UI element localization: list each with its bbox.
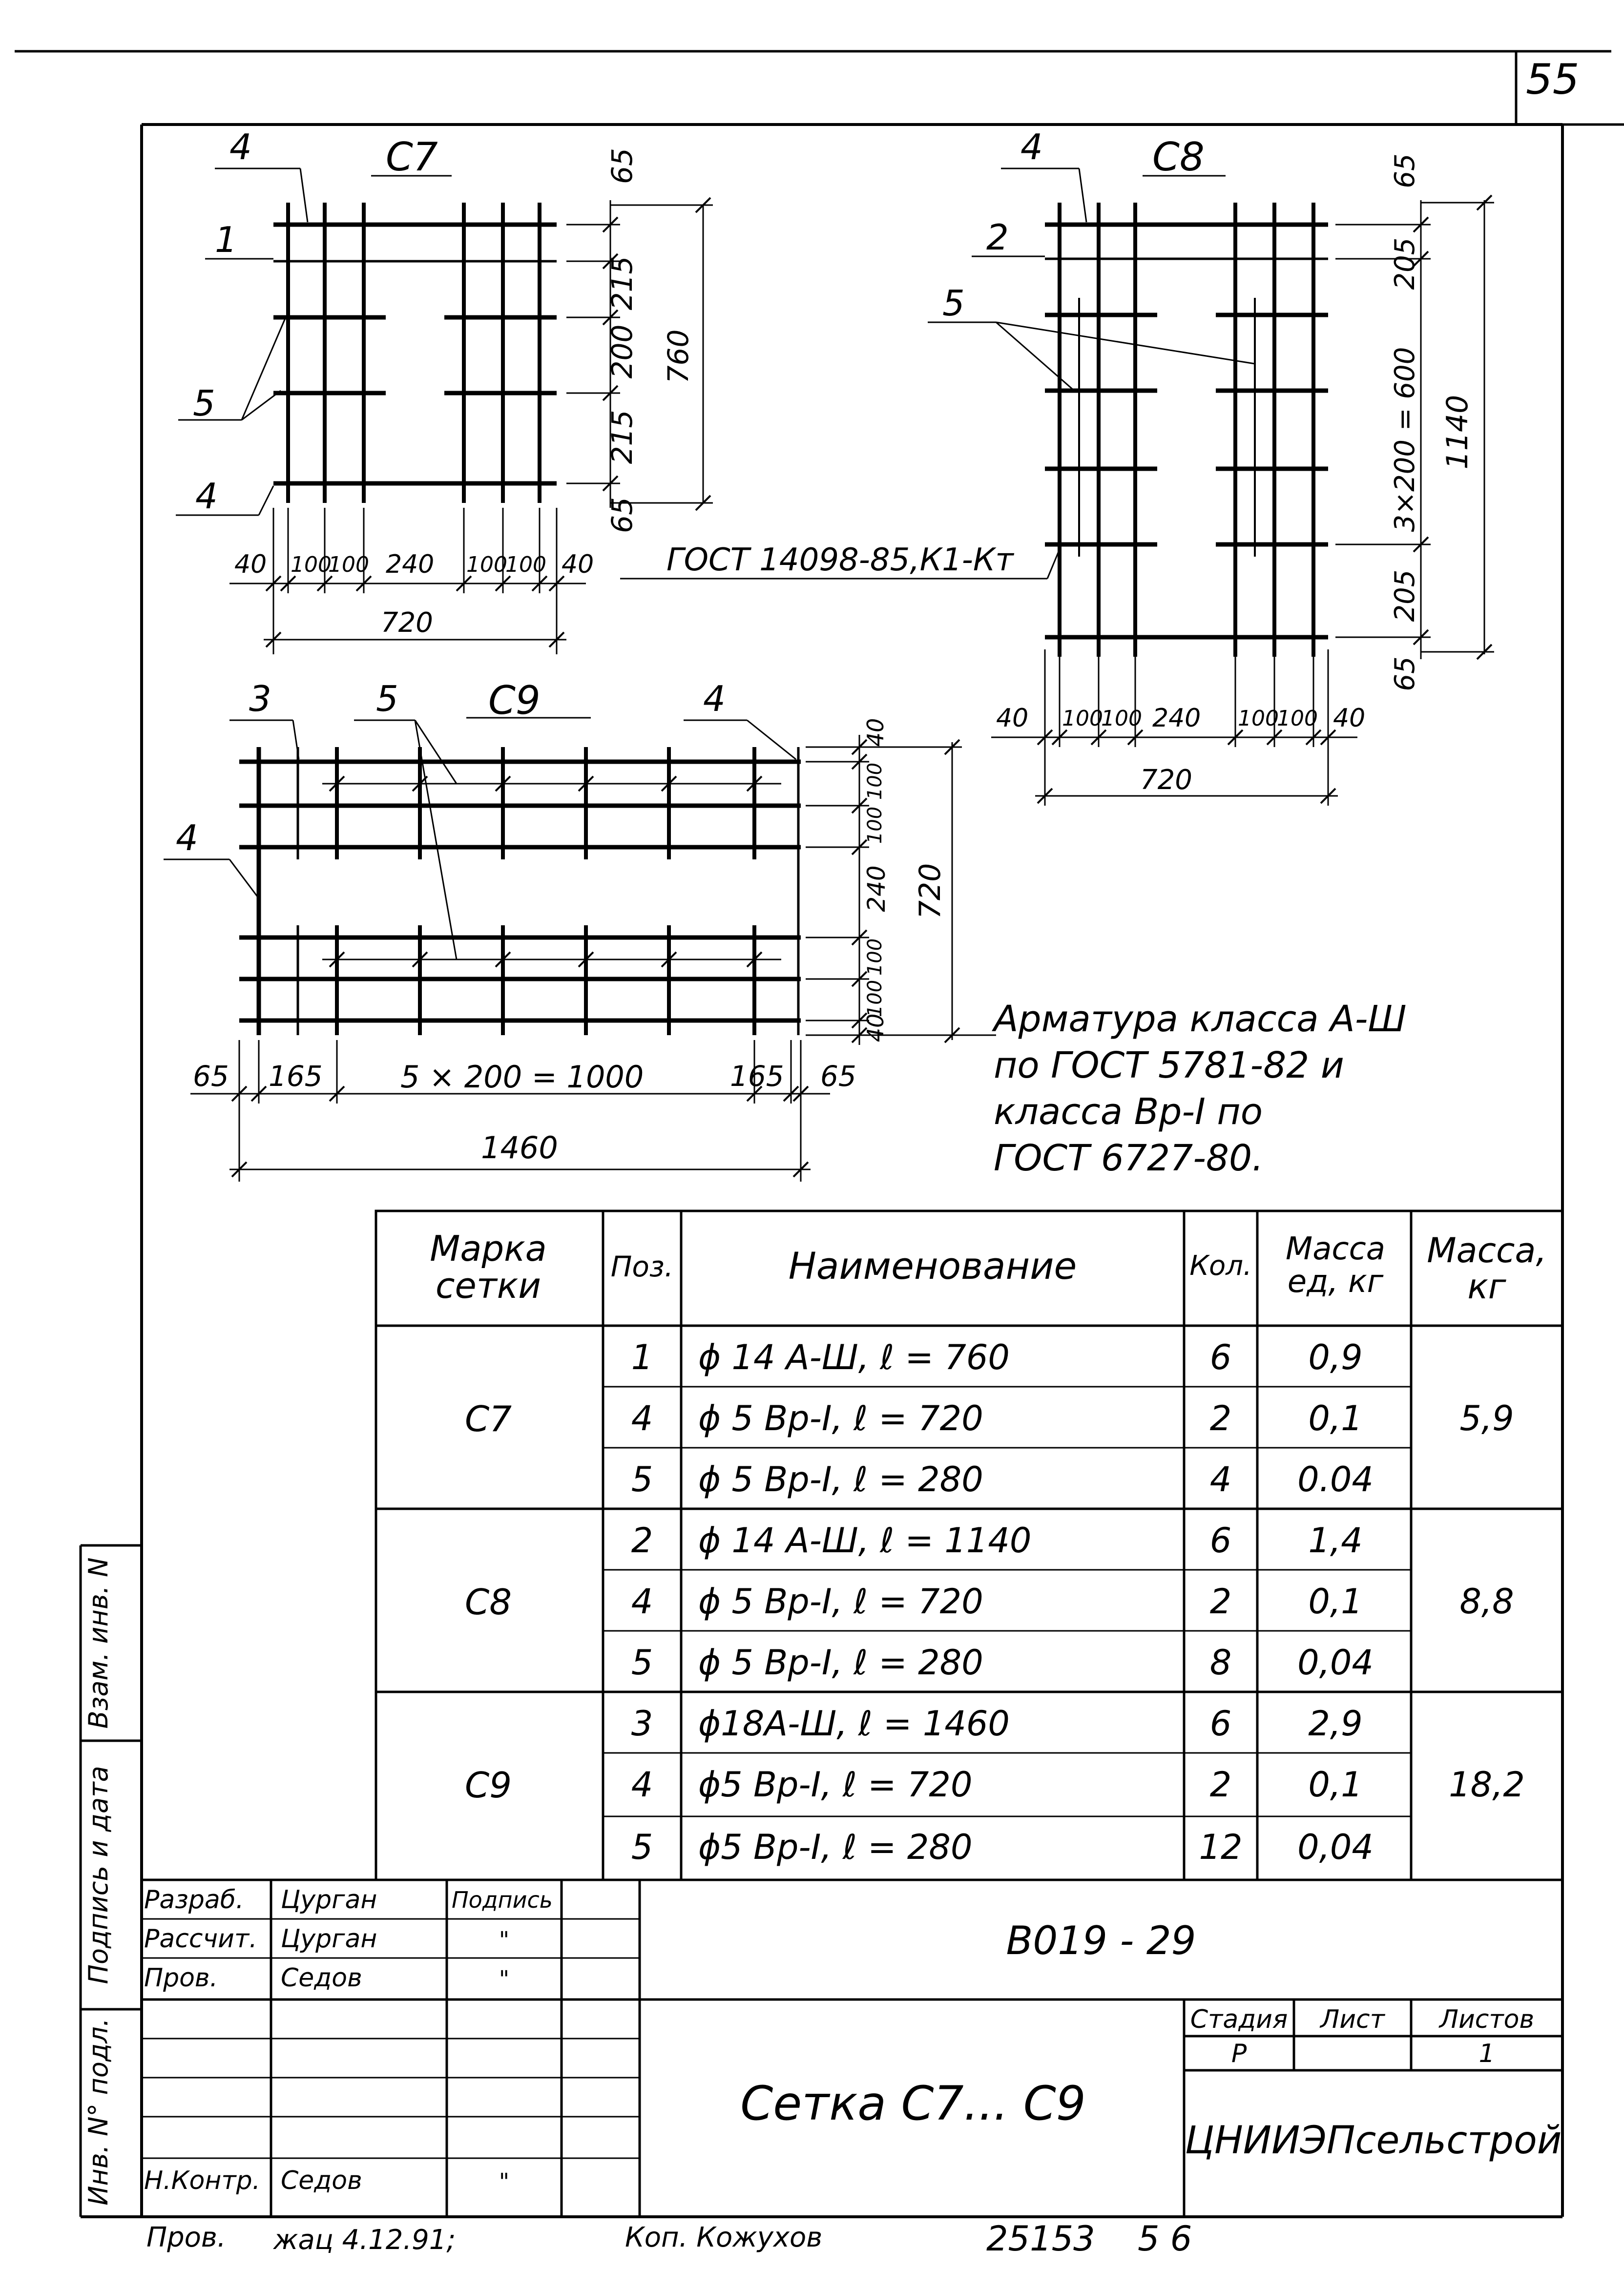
c8-hdim-1: 40 xyxy=(996,704,1029,733)
c8-hdim-5: 100 xyxy=(1238,706,1279,731)
footer-copied: Коп. Кожухов xyxy=(625,2222,823,2253)
c7-vdim-3: 200 xyxy=(605,324,639,379)
c7-hdim-3: 100 xyxy=(328,552,369,577)
spec-qty: 2 xyxy=(1209,1398,1232,1438)
material-note-line-1: Арматура класса А-Ш xyxy=(994,998,1407,1040)
c9-title: С9 xyxy=(488,678,541,723)
spec-mark-c9: С9 xyxy=(464,1765,512,1806)
spec-qty: 6 xyxy=(1209,1337,1232,1377)
c8-hdim-7: 40 xyxy=(1333,704,1366,733)
material-note-line-4: ГОСТ 6727-80. xyxy=(994,1137,1264,1179)
spec-pos: 5 xyxy=(631,1459,653,1500)
c8-vdim-1: 65 xyxy=(1389,153,1421,188)
footer-signature-date: жац 4.12.91; xyxy=(273,2224,456,2256)
spec-name: ϕ 5 Вр-I, ℓ = 280 xyxy=(698,1459,983,1500)
role-checked: Пров. xyxy=(144,1963,218,1993)
footer-order-no: 25153 xyxy=(986,2219,1095,2259)
organization: ЦНИИЭПсельстрой xyxy=(1185,2119,1562,2163)
side-label-signature-date: Подпись и дата xyxy=(83,1766,114,1984)
sheets-value: 1 xyxy=(1478,2039,1495,2068)
sign-header: Подпись xyxy=(452,1887,553,1913)
doc-code: В019 - 29 xyxy=(1006,1918,1196,1963)
c8-htotal: 720 xyxy=(1140,764,1192,796)
footer-sheet-no: 5 6 xyxy=(1138,2219,1192,2259)
name-checked: Седов xyxy=(281,1963,362,1993)
spec-header-total-mass: Масса, кг xyxy=(1427,1230,1547,1307)
c9-vdim-3: 100 xyxy=(864,806,886,844)
c8-vdim-2: 205 xyxy=(1389,237,1421,290)
spec-pos: 4 xyxy=(631,1582,653,1622)
sheet-label: Лист xyxy=(1320,2005,1385,2034)
c9-vdim-1: 40 xyxy=(862,718,889,747)
spec-unit-mass: 0.04 xyxy=(1297,1459,1374,1500)
spec-unit-mass: 0,04 xyxy=(1297,1827,1374,1867)
side-label-replaced-inv: Взам. инв. N xyxy=(83,1557,114,1729)
c7-vdim-4: 215 xyxy=(605,410,639,464)
c8-callout-2: 2 xyxy=(986,217,1009,258)
c9-vdim-7: 40 xyxy=(862,1013,889,1042)
sign-checked: " xyxy=(499,1966,510,1992)
c8-hdim-6: 100 xyxy=(1277,706,1318,731)
spec-qty: 6 xyxy=(1209,1520,1232,1561)
c7-hdim-5: 100 xyxy=(466,552,507,577)
c8-hdim-3: 100 xyxy=(1101,706,1142,731)
spec-unit-mass: 0,9 xyxy=(1308,1337,1363,1377)
spec-name: ϕ 14 А-Ш, ℓ = 1140 xyxy=(698,1520,1032,1561)
c8-callout-top: 4 xyxy=(1020,126,1043,167)
spec-pos: 3 xyxy=(631,1704,653,1744)
c8-vdim-5: 65 xyxy=(1389,656,1421,691)
sheet-title: Сетка С7... С9 xyxy=(740,2076,1086,2131)
c9-hdim-1: 65 xyxy=(193,1060,229,1093)
c7-vdim-5: 65 xyxy=(605,497,639,533)
c7-mesh xyxy=(273,203,557,503)
stage-label: Стадия xyxy=(1190,2005,1288,2034)
c7-hdim-4: 240 xyxy=(386,550,435,579)
c7-hdim-2: 100 xyxy=(291,552,332,577)
c9-htotal: 1460 xyxy=(481,1130,558,1166)
c9-hdim-5: 65 xyxy=(820,1060,856,1093)
c7-callout-top: 4 xyxy=(229,126,252,167)
role-calculated: Рассчит. xyxy=(144,1924,257,1954)
c7-title: С7 xyxy=(386,134,438,180)
spec-total-c9: 18,2 xyxy=(1449,1765,1525,1805)
c9-vdim-6: 100 xyxy=(864,979,886,1018)
c8-vtotal: 1140 xyxy=(1440,395,1475,470)
spec-name: ϕ 5 Вр-I, ℓ = 720 xyxy=(698,1582,983,1622)
spec-name: ϕ 5 Вр-I, ℓ = 280 xyxy=(698,1643,983,1683)
spec-header-pos: Поз. xyxy=(610,1250,674,1283)
c9-hdim-4: 165 xyxy=(730,1060,784,1093)
sheets-label: Листов xyxy=(1439,2005,1535,2034)
spec-name: ϕ5 Вр-I, ℓ = 720 xyxy=(698,1765,973,1805)
c9-vtotal: 720 xyxy=(913,863,947,919)
spec-mark-c7: С7 xyxy=(464,1398,512,1439)
spec-unit-mass: 1,4 xyxy=(1308,1520,1363,1561)
spec-unit-mass: 0,1 xyxy=(1308,1398,1363,1438)
spec-pos: 5 xyxy=(631,1827,653,1867)
role-norm-control: Н.Контр. xyxy=(144,2166,261,2195)
c7-callout-bottom: 4 xyxy=(195,476,218,517)
name-developer: Цурган xyxy=(281,1885,377,1915)
c9-callout-4-left: 4 xyxy=(176,817,198,858)
c9-hdim-3: 5 × 200 = 1000 xyxy=(400,1059,644,1095)
spec-mark-c8: С8 xyxy=(464,1582,512,1623)
spec-pos: 4 xyxy=(631,1398,653,1438)
side-label-original-inv: Инв. N° подл. xyxy=(83,2018,114,2206)
c7-hdim-7: 40 xyxy=(562,550,594,579)
spec-total-c7: 5,9 xyxy=(1459,1398,1514,1438)
spec-name: ϕ18А-Ш, ℓ = 1460 xyxy=(698,1704,1010,1744)
spec-qty: 8 xyxy=(1209,1643,1232,1683)
spec-name: ϕ 14 А-Ш, ℓ = 760 xyxy=(698,1337,1010,1377)
name-norm-control: Седов xyxy=(281,2166,362,2195)
c9-vdim-2: 100 xyxy=(864,762,886,800)
spec-name: ϕ5 Вр-I, ℓ = 280 xyxy=(698,1827,973,1867)
spec-unit-mass: 0,1 xyxy=(1308,1582,1363,1622)
c8-thin-bars xyxy=(1079,298,1255,557)
c8-hdim-4: 240 xyxy=(1152,704,1201,733)
spec-qty: 2 xyxy=(1209,1582,1232,1622)
c7-callout-5: 5 xyxy=(193,383,215,424)
c8-title: С8 xyxy=(1152,134,1205,180)
spec-header-mark: Марка сетки xyxy=(430,1228,547,1306)
spec-qty: 6 xyxy=(1209,1704,1232,1744)
spec-header-qty: Кол. xyxy=(1189,1250,1252,1282)
spec-total-c8: 8,8 xyxy=(1459,1582,1514,1622)
c9-vdim-5: 100 xyxy=(864,938,886,976)
spec-qty: 12 xyxy=(1199,1827,1243,1867)
c7-tick-marks xyxy=(266,198,710,647)
spec-pos: 5 xyxy=(631,1643,653,1683)
spec-unit-mass: 0,1 xyxy=(1308,1765,1363,1805)
sign-calculated: " xyxy=(499,1927,510,1953)
spec-pos: 4 xyxy=(631,1765,653,1805)
c8-mesh xyxy=(1045,203,1328,657)
spec-pos: 1 xyxy=(631,1337,653,1377)
role-developer: Разраб. xyxy=(144,1885,244,1915)
c8-hdim-2: 100 xyxy=(1062,706,1103,731)
spec-header-unit-mass: Масса ед, кг xyxy=(1285,1231,1386,1300)
sign-norm-control: " xyxy=(499,2168,510,2195)
material-note-line-3: класса Вр-I по xyxy=(994,1091,1263,1133)
page-number: 55 xyxy=(1526,55,1580,104)
c7-hdim-6: 100 xyxy=(505,552,546,577)
spec-unit-mass: 2,9 xyxy=(1308,1704,1363,1744)
c8-callout-5: 5 xyxy=(942,283,965,324)
name-calculated: Цурган xyxy=(281,1924,377,1954)
c9-callout-4-right: 4 xyxy=(703,678,726,719)
spec-qty: 2 xyxy=(1209,1765,1232,1805)
c9-vdim-4: 240 xyxy=(862,865,891,912)
c9-hdim-2: 165 xyxy=(269,1060,323,1093)
c7-htotal: 720 xyxy=(381,607,433,639)
spec-qty: 4 xyxy=(1209,1459,1232,1500)
material-note-line-2: по ГОСТ 5781-82 и xyxy=(994,1044,1344,1086)
spec-pos: 2 xyxy=(631,1520,653,1561)
stage-value: Р xyxy=(1231,2039,1247,2068)
c9-mesh xyxy=(239,747,801,1035)
c7-vdim-1: 65 xyxy=(605,148,639,184)
spec-name: ϕ 5 Вр-I, ℓ = 720 xyxy=(698,1398,983,1438)
c7-vtotal: 760 xyxy=(662,329,695,384)
gost-note: ГОСТ 14098-85,К1-Кт xyxy=(666,542,1014,578)
c7-callout-1: 1 xyxy=(215,219,237,260)
footer-checked: Пров. xyxy=(146,2222,226,2253)
c9-callout-5: 5 xyxy=(376,678,398,719)
spec-unit-mass: 0,04 xyxy=(1297,1643,1374,1683)
c8-vdim-3: 3×200 = 600 xyxy=(1389,347,1421,532)
c7-vdim-2: 215 xyxy=(605,256,639,311)
c8-vdim-4: 205 xyxy=(1389,569,1421,622)
c9-callout-3: 3 xyxy=(249,678,271,719)
spec-header-name: Наименование xyxy=(788,1244,1077,1288)
c7-hdim-1: 40 xyxy=(234,550,267,579)
